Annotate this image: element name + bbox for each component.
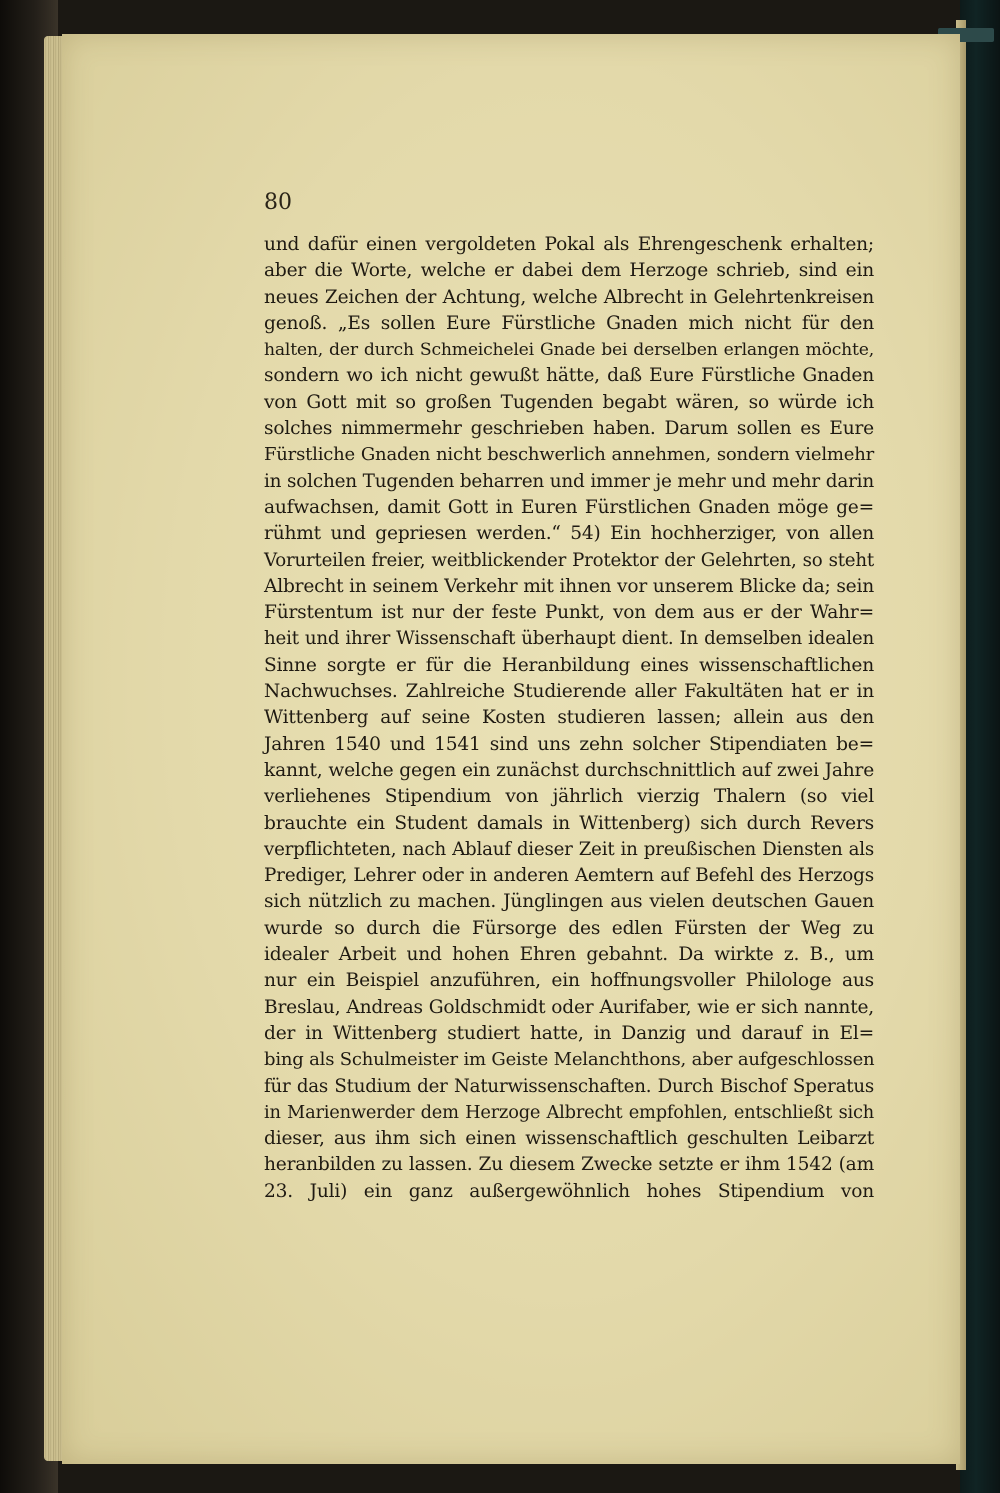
text-line: nur ein Beispiel anzuführen, ein hoffnungsvoller Philologe aus — [264, 970, 874, 992]
text-line: kannt, welche gegen ein zunächst durchschnittlich auf zwei Jahre — [264, 759, 874, 781]
text-line: brauchte ein Student damals in Wittenberg) sich durch Revers — [264, 812, 874, 834]
text-line: 23. Juli) ein ganz außergewöhnlich hohes Stipendium von — [264, 1180, 874, 1202]
text-line: aber die Worte, welche er dabei dem Herzoge schrieb, sind ein — [264, 260, 874, 282]
text-line: verliehenes Stipendium von jährlich vierzig Thalern (so viel — [264, 786, 874, 808]
text-line: Wittenberg auf seine Kosten studieren lassen; allein aus den — [264, 707, 874, 729]
text-line: Albrecht in seinem Verkehr mit ihnen vor unserem Blicke da; sein — [264, 575, 874, 597]
text-line: von Gott mit so großen Tugenden begabt wären, so würde ich — [264, 391, 874, 413]
text-line: in Marienwerder dem Herzoge Albrecht empfohlen, entschließt sich — [264, 1101, 874, 1123]
text-line: dieser, aus ihm sich einen wissenschaftlich geschulten Leibarzt — [264, 1128, 874, 1150]
page-number: 80 — [264, 190, 292, 215]
text-line: verpflichteten, nach Ablauf dieser Zeit in preußischen Diensten als — [264, 838, 874, 860]
text-line: Jahren 1540 und 1541 sind uns zehn solcher Stipendiaten be= — [264, 733, 874, 755]
text-line: rühmt und gepriesen werden.“ 54) Ein hochherziger, von allen — [264, 523, 874, 545]
text-line: Fürstentum ist nur der feste Punkt, von dem aus er der Wahr= — [264, 602, 874, 624]
text-line: neues Zeichen der Achtung, welche Albrecht in Gelehrtenkreisen — [264, 286, 874, 308]
text-line: Breslau, Andreas Goldschmidt oder Aurifaber, wie er sich nannte, — [264, 996, 874, 1018]
body-text — [264, 232, 874, 1205]
text-line: der in Wittenberg studiert hatte, in Danzig und darauf in El= — [264, 1022, 874, 1044]
text-line: solches nimmermehr geschrieben haben. Darum sollen es Eure — [264, 418, 874, 440]
text-line: heit und ihrer Wissenschaft überhaupt dient. In demselben idealen — [264, 628, 874, 650]
text-line: für das Studium der Naturwissenschaften. Durch Bischof Speratus — [264, 1075, 874, 1097]
text-line: Vorurteilen freier, weitblickender Protektor der Gelehrten, so steht — [264, 549, 874, 571]
text-line: aufwachsen, damit Gott in Euren Fürstlichen Gnaden möge ge= — [264, 496, 874, 518]
text-line: Nachwuchses. Zahlreiche Studierende aller Fakultäten hat er in — [264, 681, 874, 703]
text-line: heranbilden zu lassen. Zu diesem Zwecke setzte er ihm 1542 (am — [264, 1154, 874, 1176]
text-line: bing als Schulmeister im Geiste Melanchthons, aber aufgeschlossen — [264, 1049, 875, 1071]
text-line: Fürstliche Gnaden nicht beschwerlich annehmen, sondern vielmehr — [264, 444, 874, 466]
text-line: halten, der durch Schmeichelei Gnade bei derselben erlangen möchte, — [264, 340, 874, 361]
text-line: und dafür einen vergoldeten Pokal als Ehrengeschenk erhalten; — [264, 234, 874, 255]
text-line: sondern wo ich nicht gewußt hätte, daß Eure Fürstliche Gnaden — [264, 365, 874, 387]
text-line: idealer Arbeit und hohen Ehren gebahnt. Da wirkte z. B., um — [264, 944, 874, 966]
text-line: in solchen Tugenden beharren und immer je mehr und mehr darin — [264, 470, 874, 492]
text-line: genoß. „Es sollen Eure Fürstliche Gnaden mich nicht für den — [264, 312, 874, 334]
book-cover-right — [960, 0, 1000, 1493]
text-line: Sinne sorgte er für die Heranbildung eines wissenschaftlichen — [264, 654, 874, 676]
text-line: wurde so durch die Fürsorge des edlen Fürsten der Weg zu — [264, 917, 874, 939]
text-line: sich nützlich zu machen. Jünglingen aus vielen deutschen Gauen — [264, 891, 874, 913]
text-line: Prediger, Lehrer oder in anderen Aemtern auf Befehl des Herzogs — [264, 865, 874, 887]
